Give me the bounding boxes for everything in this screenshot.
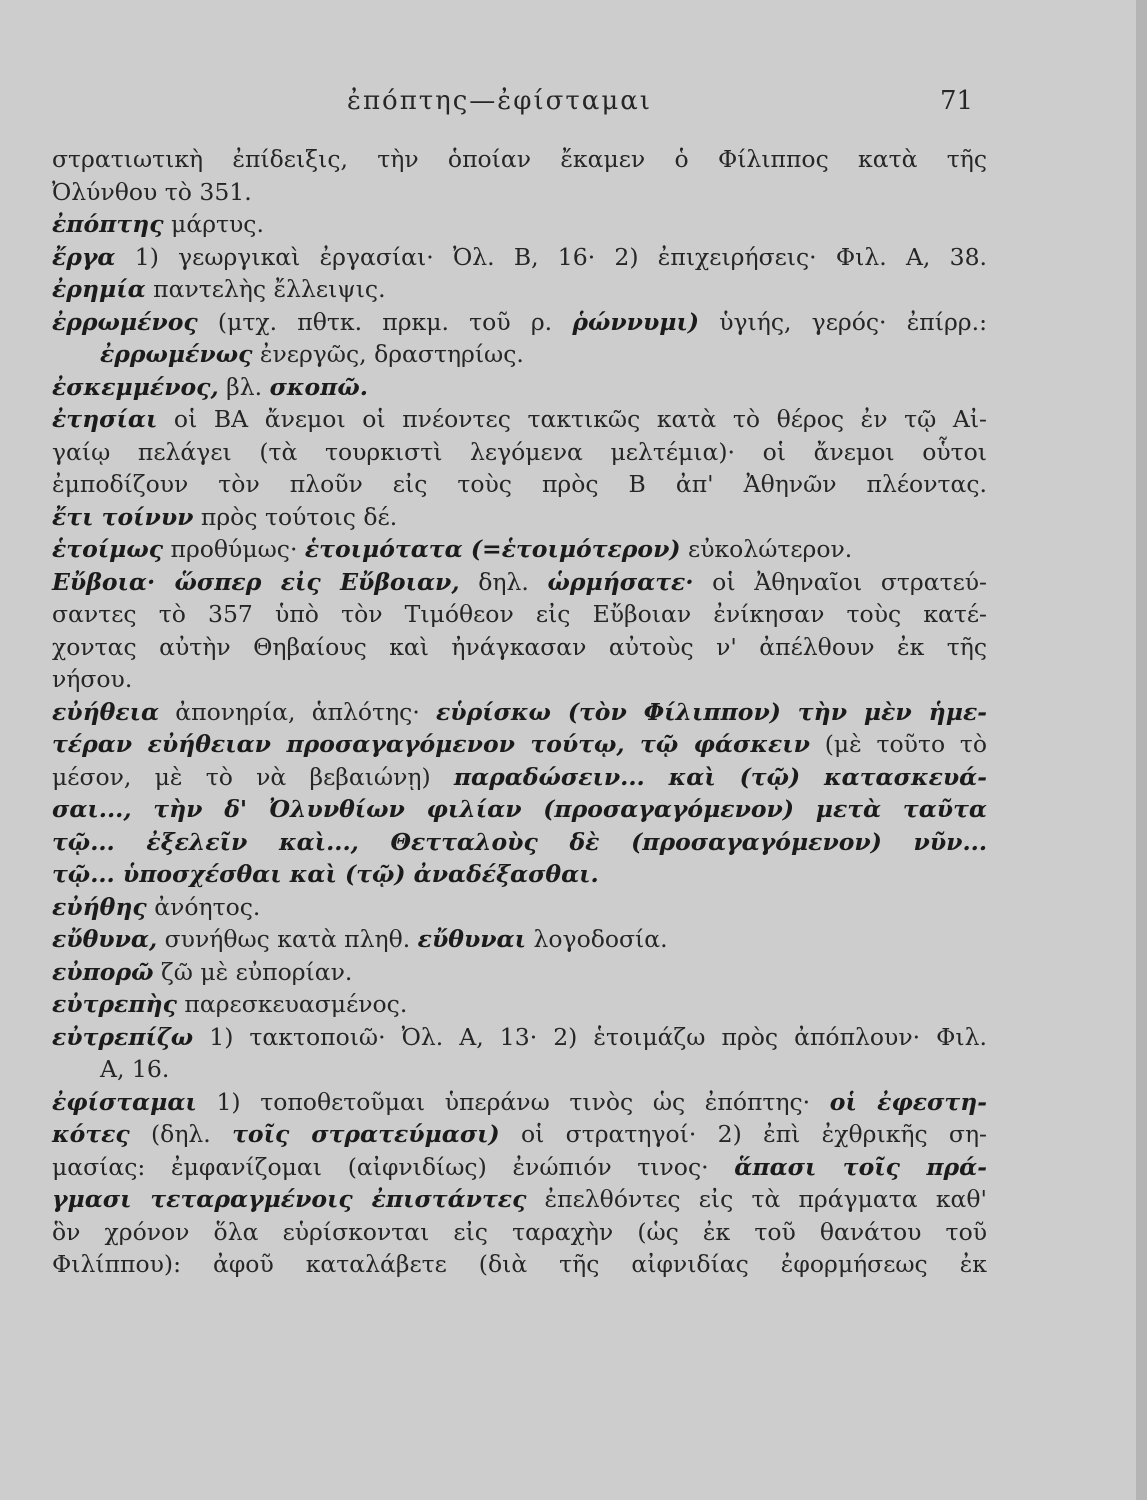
text-line	[52, 761, 987, 794]
text-line	[52, 696, 987, 729]
headword: τῷ... ἐξελεῖν καὶ..., Θετταλοὺς δὲ (προσαγαγόμενον) νῦν...	[52, 827, 987, 856]
text-line	[52, 468, 987, 501]
text-line	[52, 858, 987, 891]
text-line	[52, 176, 987, 209]
headword: ἐφίσταμαι	[52, 1087, 197, 1116]
text-line	[52, 728, 987, 761]
headword: τοῖς στρατεύμασι)	[232, 1120, 500, 1148]
headword: ἐρρωμένως	[100, 340, 253, 368]
dictionary-entries	[52, 143, 987, 1281]
text-line	[52, 1053, 987, 1086]
text-line	[52, 143, 987, 176]
headword: τέραν εὐήθειαν προσαγαγόμενον τούτῳ, τῷ φάσκειν	[52, 730, 810, 758]
headword: ὡρμήσατε·	[547, 567, 694, 596]
headword: εὐτρεπὴς	[52, 990, 177, 1018]
text-line	[52, 631, 987, 664]
text-line	[52, 566, 987, 599]
headword: εὐήθεια	[52, 697, 160, 726]
definition-text: ἀπονηρία, ἁπλότης·	[159, 697, 437, 726]
text-line	[52, 826, 987, 859]
headword: σκοπῶ.	[269, 372, 368, 401]
text-line	[52, 436, 987, 469]
headword: εὑρίσκω (τὸν Φίλιππον) τὴν μὲν ἡμε-	[436, 697, 987, 726]
text-line	[52, 923, 987, 956]
text-line	[52, 1183, 987, 1216]
definition-text: ὑγιής, γερός· ἐπίρρ.:	[698, 307, 987, 336]
definition-text: παρεσκευασμένος.	[176, 990, 408, 1018]
text-line	[52, 1216, 987, 1249]
headword: σαι..., τὴν δ' Ὀλυνθίων φιλίαν (προσαγαγόμενον) μετὰ ταῦτα	[52, 795, 987, 823]
headword: εὐτρεπίζω	[52, 1022, 194, 1051]
definition-text: βλ.	[218, 372, 270, 401]
headword: ἔργα	[52, 242, 116, 271]
headword: ἐπόπτης	[52, 210, 164, 238]
definition-text: μάρτυς.	[163, 210, 264, 238]
text-line	[52, 501, 987, 534]
definition-text: οἱ στρατηγοί· 2) ἐπὶ ἐχθρικῆς ση-	[499, 1120, 987, 1148]
definition-text: ἀνόητος.	[146, 892, 261, 921]
headword: ἑτοιμότατα (=ἑτοιμότερον)	[304, 535, 681, 563]
headword: τῷ... ὑποσχέσθαι καὶ (τῷ) ἀναδέξασθαι.	[52, 860, 599, 888]
text-line	[52, 793, 987, 826]
headword: Εὔβοια· ὥσπερ εἰς Εὔβοιαν,	[52, 567, 460, 596]
definition-text: προθύμως·	[163, 535, 305, 563]
text-line	[52, 1248, 987, 1281]
definition-text: Α, 16.	[100, 1055, 170, 1083]
definition-text: 1) τακτοποιῶ· Ὀλ. Α, 13· 2) ἑτοιμάζω πρὸς ἀπόπλουν· Φιλ.	[193, 1022, 987, 1051]
headword: ἐρημία	[52, 275, 146, 303]
definition-text: νήσου.	[52, 665, 133, 693]
definition-text: παντελὴς ἔλλειψις.	[145, 275, 386, 303]
headword: ἐρρωμένος	[52, 307, 198, 336]
text-line	[52, 1021, 987, 1054]
definition-text: (μτχ. πθτκ. πρκμ. τοῦ ρ.	[197, 307, 573, 336]
headword: ῥώννυμι)	[572, 307, 699, 336]
text-line	[52, 533, 987, 566]
headword: ἐσκεμμένος,	[52, 372, 219, 401]
definition-text: ἐμποδίζουν τὸν πλοῦν εἰς τοὺς πρὸς Β ἀπ' Ἀθηνῶν πλέοντας.	[52, 470, 987, 498]
text-line	[52, 1086, 987, 1119]
text-line	[52, 208, 987, 241]
headword: ἔτι τοίνυν	[52, 502, 194, 531]
headword: εὐπορῶ	[52, 957, 154, 986]
text-line	[52, 273, 987, 306]
text-line	[52, 241, 987, 274]
definition-text: στρατιωτικὴ ἐπίδειξις, τὴν ὁποίαν ἔκαμεν ὁ Φίλιππος κατὰ τῆς	[52, 145, 987, 173]
headword: ἅπασι τοῖς πρά-	[734, 1152, 987, 1181]
definition-text: οἱ ΒΑ ἄνεμοι οἱ πνέοντες τακτικῶς κατὰ τὸ θέρος ἐν τῷ Αἰ-	[157, 405, 987, 433]
text-line	[52, 988, 987, 1021]
definition-text: ἐπελθόντες εἰς τὰ πράγματα καθ'	[526, 1185, 987, 1213]
definition-text: σαντες τὸ 357 ὑπὸ τὸν Τιμόθεον εἰς Εὔβοιαν ἐνίκησαν τοὺς κατέ-	[52, 600, 987, 628]
definition-text: οἱ Ἀθηναῖοι στρατεύ-	[693, 567, 987, 596]
headword: ἑτοίμως	[52, 535, 164, 563]
headword: εὐήθης	[52, 892, 147, 921]
text-line	[52, 1151, 987, 1184]
definition-text: ζῶ μὲ εὐπορίαν.	[153, 957, 353, 986]
definition-text: μέσον, μὲ τὸ νὰ βεβαιώνῃ)	[52, 762, 454, 791]
headword: παραδώσειν... καὶ (τῷ) κατασκευά-	[453, 762, 987, 791]
headword: εὔθυναι	[417, 925, 527, 953]
definition-text: χοντας αὐτὴν Θηβαίους καὶ ἠνάγκασαν αὐτοὺς ν' ἀπέλθουν ἐκ τῆς	[52, 632, 987, 661]
headword: γμασι τεταραγμένοις ἐπιστάντες	[52, 1185, 527, 1213]
definition-text: (δηλ.	[129, 1120, 233, 1148]
definition-text: 1) τοποθετοῦμαι ὑπεράνω τινὸς ὡς ἐπόπτης·	[196, 1087, 830, 1116]
text-line	[52, 663, 987, 696]
definition-text: λογοδοσία.	[526, 925, 668, 953]
text-line	[52, 891, 987, 924]
text-line	[52, 306, 987, 339]
definition-text: ἐνεργῶς, δραστηρίως.	[252, 340, 524, 368]
definition-text: εὐκολώτερον.	[680, 535, 853, 563]
page-header	[0, 80, 1136, 124]
definition-text: (μὲ τοῦτο τὸ	[809, 730, 987, 758]
definition-text: πρὸς τούτοις δέ.	[193, 502, 398, 531]
definition-text: 1) γεωργικαὶ ἐργασίαι· Ὀλ. Β, 16· 2) ἐπιχειρήσεις· Φιλ. Α, 38.	[115, 242, 987, 271]
text-line	[52, 956, 987, 989]
definition-text: συνήθως κατὰ πληθ.	[157, 925, 418, 953]
page-edge	[1136, 0, 1147, 1500]
headword: οἱ ἐφεστη-	[829, 1087, 987, 1116]
definition-text: Ὀλύνθου τὸ 351.	[52, 177, 252, 206]
page-number: 71	[940, 86, 974, 116]
running-head: ἐπόπτης—ἐφίσταμαι	[347, 86, 652, 116]
definition-text: γαίῳ πελάγει (τὰ τουρκιστὶ λεγόμενα μελτέμια)· οἱ ἄνεμοι οὗτοι	[52, 437, 987, 466]
text-line	[52, 1118, 987, 1151]
text-line	[52, 371, 987, 404]
definition-text: μασίας: ἐμφανίζομαι (αἰφνιδίως) ἐνώπιόν τινος·	[52, 1152, 735, 1181]
headword: ἐτησίαι	[52, 405, 158, 433]
headword: κότες	[52, 1120, 130, 1148]
definition-text: δηλ.	[459, 567, 548, 596]
headword: εὔθυνα,	[52, 925, 158, 953]
text-line	[52, 338, 987, 371]
definition-text: Φιλίππου): ἀφοῦ καταλάβετε (διὰ τῆς αἰφνιδίας ἐφορμήσεως ἐκ	[52, 1250, 987, 1278]
text-line	[52, 403, 987, 436]
text-line	[52, 598, 987, 631]
definition-text: ὃν χρόνον ὅλα εὑρίσκονται εἰς ταραχὴν (ὡς ἐκ τοῦ θανάτου τοῦ	[52, 1217, 987, 1246]
